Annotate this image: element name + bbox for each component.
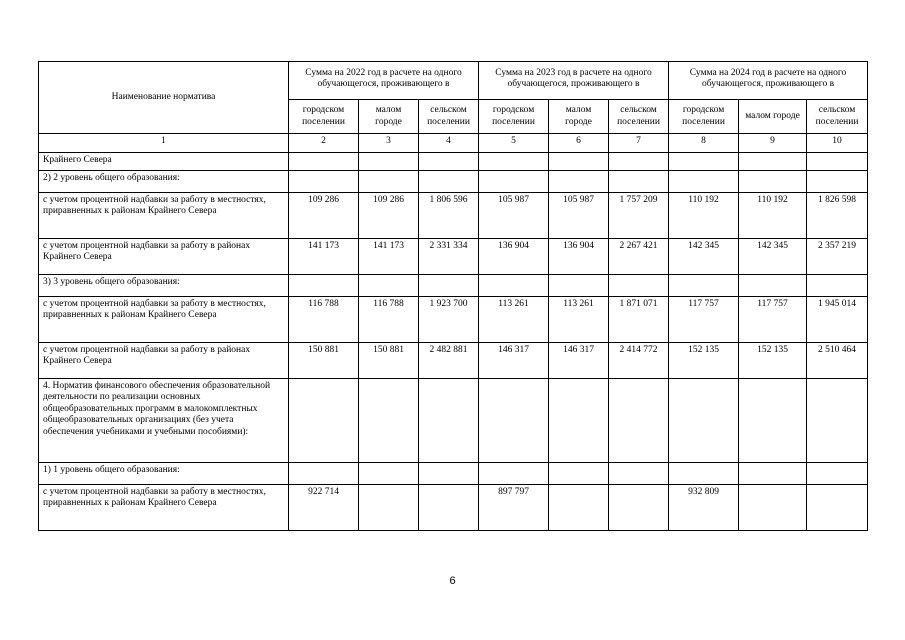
value-cell: 932 809 (669, 485, 739, 531)
value-cell (289, 463, 359, 485)
column-number: 6 (549, 134, 609, 153)
value-cell: 113 261 (479, 297, 549, 343)
row-label: с учетом процентной надбавки за работу в районах Крайнего Севера (39, 343, 289, 379)
value-cell: 113 261 (549, 297, 609, 343)
value-cell: 146 317 (549, 343, 609, 379)
value-cell (739, 379, 807, 463)
row-label: Крайнего Севера (39, 153, 289, 171)
value-cell (419, 171, 479, 193)
value-cell (419, 275, 479, 297)
header-year-2023: Сумма на 2023 год в расчете на одного обучающегося, проживающего в (479, 62, 669, 100)
header-year-2022: Сумма на 2022 год в расчете на одного обучающегося, проживающего в (289, 62, 479, 100)
header-sub-rural: сельском поселении (419, 100, 479, 134)
value-cell (289, 275, 359, 297)
value-cell: 897 797 (479, 485, 549, 531)
value-cell: 116 788 (289, 297, 359, 343)
header-name-cell: Наименование норматива (39, 62, 289, 134)
value-cell (669, 275, 739, 297)
value-cell: 2 482 881 (419, 343, 479, 379)
value-cell (807, 275, 868, 297)
value-cell: 109 286 (359, 193, 419, 239)
value-cell: 1 923 700 (419, 297, 479, 343)
header-sub-small-town: малом городе (739, 100, 807, 134)
table-row (39, 343, 868, 379)
column-number: 2 (289, 134, 359, 153)
value-cell: 109 286 (289, 193, 359, 239)
value-cell: 105 987 (479, 193, 549, 239)
row-label: с учетом процентной надбавки за работу в местностях, приравненных к районам Крайнего Севера (39, 485, 289, 531)
value-cell (739, 153, 807, 171)
value-cell (669, 463, 739, 485)
value-cell (419, 463, 479, 485)
value-cell: 152 135 (739, 343, 807, 379)
value-cell: 117 757 (669, 297, 739, 343)
value-cell: 2 414 772 (609, 343, 669, 379)
value-cell (419, 379, 479, 463)
value-cell: 150 881 (359, 343, 419, 379)
value-cell: 1 945 014 (807, 297, 868, 343)
value-cell (479, 463, 549, 485)
header-sub-urban: городском поселении (289, 100, 359, 134)
value-cell: 117 757 (739, 297, 807, 343)
value-cell (479, 171, 549, 193)
value-cell: 142 345 (739, 239, 807, 275)
value-cell: 110 192 (739, 193, 807, 239)
value-cell: 150 881 (289, 343, 359, 379)
value-cell (609, 463, 669, 485)
value-cell (807, 379, 868, 463)
value-cell (549, 485, 609, 531)
row-label: с учетом процентной надбавки за работу в местностях, приравненных к районам Крайнего Севера (39, 193, 289, 239)
value-cell (479, 275, 549, 297)
value-cell (479, 379, 549, 463)
column-number: 10 (807, 134, 868, 153)
header-sub-small-town: малом городе (549, 100, 609, 134)
value-cell: 141 173 (359, 239, 419, 275)
row-label: 3) 3 уровень общего образования: (39, 275, 289, 297)
value-cell: 152 135 (669, 343, 739, 379)
value-cell (419, 485, 479, 531)
column-number: 1 (39, 134, 289, 153)
value-cell (739, 463, 807, 485)
value-cell (359, 485, 419, 531)
table-row (39, 463, 868, 485)
value-cell: 922 714 (289, 485, 359, 531)
value-cell (669, 379, 739, 463)
table-row (39, 153, 868, 171)
column-number: 4 (419, 134, 479, 153)
value-cell (739, 485, 807, 531)
table-row (39, 239, 868, 275)
value-cell: 2 510 464 (807, 343, 868, 379)
value-cell (359, 463, 419, 485)
table-row (39, 193, 868, 239)
row-label: с учетом процентной надбавки за работу в местностях, приравненных к районам Крайнего Севера (39, 297, 289, 343)
header-sub-rural: сельском поселении (609, 100, 669, 134)
row-label: 2) 2 уровень общего образования: (39, 171, 289, 193)
value-cell (289, 171, 359, 193)
value-cell: 105 987 (549, 193, 609, 239)
page-number: 6 (449, 575, 456, 587)
value-cell: 1 757 209 (609, 193, 669, 239)
column-number: 9 (739, 134, 807, 153)
value-cell (739, 275, 807, 297)
value-cell: 110 192 (669, 193, 739, 239)
value-cell (549, 153, 609, 171)
value-cell (359, 171, 419, 193)
column-number: 7 (609, 134, 669, 153)
table-row (39, 485, 868, 531)
column-number-row (39, 134, 868, 153)
value-cell: 2 267 421 (609, 239, 669, 275)
value-cell (739, 171, 807, 193)
value-cell (609, 153, 669, 171)
value-cell (289, 153, 359, 171)
value-cell: 146 317 (479, 343, 549, 379)
header-year-2024: Сумма на 2024 год в расчете на одного обучающегося, проживающего в (669, 62, 868, 100)
header-sub-urban: городском поселении (669, 100, 739, 134)
value-cell (807, 463, 868, 485)
value-cell (479, 153, 549, 171)
value-cell: 136 904 (549, 239, 609, 275)
value-cell (807, 485, 868, 531)
value-cell (359, 153, 419, 171)
column-number: 3 (359, 134, 419, 153)
header-sub-urban: городском поселении (479, 100, 549, 134)
value-cell (609, 171, 669, 193)
table-row (39, 171, 868, 193)
value-cell (549, 379, 609, 463)
row-label: 4. Норматив финансового обеспечения образовательной деятельности по реализации основных общеобразовательных программ в малокомплектных общеобразовательных организациях (без учета обеспечения учебниками и учебными пособиями): (39, 379, 289, 463)
value-cell: 1 871 071 (609, 297, 669, 343)
column-number: 8 (669, 134, 739, 153)
value-cell (359, 275, 419, 297)
value-cell (549, 463, 609, 485)
value-cell: 2 357 219 (807, 239, 868, 275)
value-cell (669, 153, 739, 171)
value-cell (669, 171, 739, 193)
header-sub-small-town: малом городе (359, 100, 419, 134)
value-cell (419, 153, 479, 171)
table-row (39, 275, 868, 297)
value-cell: 141 173 (289, 239, 359, 275)
header-sub-rural: сельском поселении (807, 100, 868, 134)
column-number: 5 (479, 134, 549, 153)
normative-table (38, 61, 868, 531)
value-cell: 1 806 596 (419, 193, 479, 239)
value-cell: 116 788 (359, 297, 419, 343)
row-label: 1) 1 уровень общего образования: (39, 463, 289, 485)
value-cell (549, 275, 609, 297)
value-cell (609, 485, 669, 531)
value-cell (609, 379, 669, 463)
value-cell (807, 171, 868, 193)
value-cell (549, 171, 609, 193)
row-label: с учетом процентной надбавки за работу в районах Крайнего Севера (39, 239, 289, 275)
value-cell: 2 331 334 (419, 239, 479, 275)
value-cell: 142 345 (669, 239, 739, 275)
value-cell: 136 904 (479, 239, 549, 275)
value-cell (359, 379, 419, 463)
value-cell (609, 275, 669, 297)
table-row (39, 297, 868, 343)
value-cell (289, 379, 359, 463)
value-cell: 1 826 598 (807, 193, 868, 239)
value-cell (807, 153, 868, 171)
table-row (39, 379, 868, 463)
